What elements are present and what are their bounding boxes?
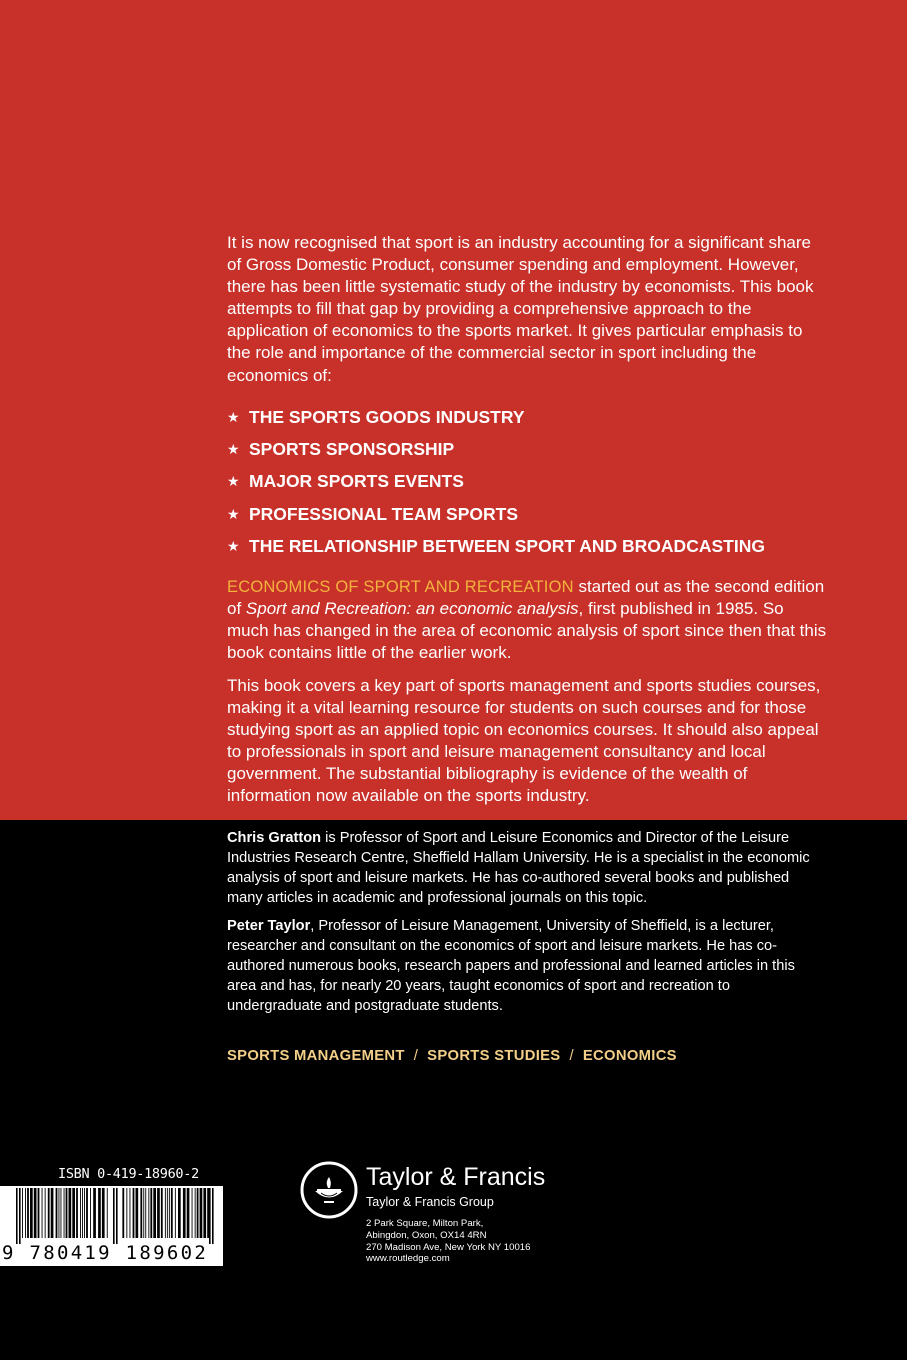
barcode-guard-bar: [209, 1188, 211, 1244]
barcode-number: 9 780419 189602: [2, 1242, 209, 1264]
subject-label: SPORTS MANAGEMENT: [227, 1048, 405, 1064]
barcode-bar: [145, 1188, 146, 1238]
barcode-bar: [150, 1188, 152, 1238]
barcode-bar: [42, 1188, 43, 1238]
barcode-bar: [102, 1188, 105, 1238]
address-line: Abingdon, Oxon, OX14 4RN: [366, 1229, 487, 1241]
address-line: www.routledge.com: [366, 1253, 450, 1265]
barcode-bar: [107, 1188, 108, 1238]
topic-list-item: [227, 437, 847, 469]
history-paragraph: [227, 576, 827, 664]
barcode-bar: [34, 1188, 37, 1238]
barcode-guard-bar: [16, 1188, 18, 1244]
barcode-bar: [197, 1188, 199, 1238]
barcode-bar: [69, 1188, 72, 1238]
barcode-bar: [82, 1188, 83, 1238]
subject-separator: /: [413, 1048, 419, 1064]
barcode-bar: [45, 1188, 46, 1238]
history-text-1: started out as the second edition of: [227, 577, 825, 619]
author-name: Chris Gratton: [227, 830, 322, 846]
barcode-bar: [207, 1188, 209, 1238]
barcode-bar: [200, 1188, 203, 1238]
author-bio-text: , Professor of Leisure Management, University of Sheffield, is a lecturer, researcher and consultant on the economics of sport and leisure markets. He has co-authored numerous books, research papers and professional and learned articles in this area and has, for nearly 20 years, taught economics of sport and recreation to undergraduate and postgraduate students.: [227, 918, 795, 1014]
barcode-bar: [30, 1188, 33, 1238]
topic-label: THE RELATIONSHIP BETWEEN SPORT AND BROADCASTING: [249, 535, 765, 556]
barcode-bar: [140, 1188, 142, 1238]
barcode-guard-bar: [212, 1188, 214, 1244]
barcode-bar: [161, 1188, 163, 1238]
barcode-bar: [80, 1188, 81, 1238]
subject-label: SPORTS STUDIES: [427, 1048, 561, 1064]
barcode-bar: [143, 1188, 144, 1238]
topic-label: MAJOR SPORTS EVENTS: [249, 471, 464, 492]
barcode-bar: [25, 1188, 26, 1238]
topic-list-item: [227, 502, 847, 534]
star-icon: ★: [227, 441, 240, 458]
topic-list-item: [227, 469, 847, 501]
barcode-bar: [126, 1188, 127, 1238]
star-icon: ★: [227, 473, 240, 490]
barcode-bar: [148, 1188, 149, 1238]
book-title: ECONOMICS OF SPORT AND RECREATION: [227, 578, 574, 596]
author-bio-text: is Professor of Sport and Leisure Economics and Director of the Leisure Industries Research Centre, Sheffield Hallam University. He is a specialist in the economic analysis of sport and leisure markets. He has co-authored several books and published many articles in academic and professional journals on this topic.: [227, 830, 810, 906]
history-text-2: , first published in 1985. So much has changed in the area of economic analysis of sport since then that this book contains little of the earlier work.: [227, 599, 827, 663]
topic-list-item: [227, 405, 847, 437]
barcode-bar: [169, 1188, 170, 1238]
subject-categories: [227, 1048, 677, 1064]
barcode-bar: [84, 1188, 85, 1238]
subject-separator: /: [569, 1048, 574, 1064]
barcode-bar: [203, 1188, 206, 1238]
barcode-bar: [51, 1188, 54, 1238]
barcode-bar: [86, 1188, 88, 1238]
barcode-bar: [90, 1188, 91, 1238]
barcode-bar: [157, 1188, 160, 1238]
intro-paragraph: It is now recognised that sport is an industry accounting for a significant share of Gross Domestic Product, consumer spending and employment. However, there has been little systematic study of the industry by economists. This book attempts to fill that gap by providing a comprehensive approach to the application of economics to the sports market. It gives particular emphasis to the role and importance of the commercial sector in sport including the economics of:: [227, 233, 814, 385]
star-icon: ★: [227, 409, 240, 425]
address-line: 2 Park Square, Milton Park,: [366, 1218, 484, 1229]
topic-label: THE SPORTS GOODS INDUSTRY: [249, 407, 525, 427]
barcode-bar: [38, 1188, 40, 1238]
barcode-bar: [187, 1188, 190, 1238]
barcode-bar: [136, 1188, 139, 1238]
barcode-bar: [183, 1188, 186, 1238]
barcode-bar: [64, 1188, 65, 1238]
author-bio: [227, 917, 827, 1017]
barcode-bar: [178, 1188, 181, 1238]
barcode-guard-bar: [116, 1188, 118, 1244]
barcode-bar: [22, 1188, 23, 1238]
star-icon: ★: [227, 537, 240, 554]
author-name: Peter Taylor: [227, 918, 311, 934]
publisher-name: Taylor & Francis: [366, 1163, 546, 1191]
topic-list: [227, 405, 847, 566]
topic-label: PROFESSIONAL TEAM SPORTS: [249, 503, 519, 524]
barcode-bar: [167, 1188, 168, 1238]
barcode-bar: [192, 1188, 193, 1238]
previous-edition-title: Sport and Recreation: an economic analysis: [245, 599, 579, 619]
isbn-label: ISBN 0-419-18960-2: [58, 1166, 199, 1182]
barcode-bar: [195, 1188, 196, 1238]
barcode-bar: [98, 1188, 101, 1238]
barcode: [0, 1186, 223, 1266]
address-line: 270 Madison Ave, New York NY 10016: [366, 1241, 531, 1253]
topic-list-item: [227, 534, 847, 566]
barcode-bar: [93, 1188, 96, 1238]
barcode-guard-bar: [113, 1188, 115, 1244]
barcode-bar: [122, 1188, 124, 1238]
barcode-bar: [171, 1188, 173, 1238]
barcode-guard-bar: [19, 1188, 21, 1244]
publisher-group: Taylor & Francis Group: [366, 1195, 494, 1209]
barcode-bar: [72, 1188, 75, 1238]
barcode-bar: [66, 1188, 68, 1238]
star-icon: ★: [227, 505, 240, 522]
author-bio: [227, 829, 827, 909]
audience-paragraph: This book covers a key part of sports management and sports studies courses, making it a vital learning resource for students on such courses and for those studying sport as an applied topic on economics courses. It should also appeal to professionals in sport and leisure management consultancy and local government. The substantial bibliography is evidence of the wealth of information now available on the sports industry.: [227, 676, 821, 805]
subject-label: ECONOMICS: [582, 1048, 677, 1064]
publisher-logo-icon: [299, 1160, 359, 1220]
barcode-bar: [56, 1188, 58, 1238]
barcode-bar: [153, 1188, 156, 1238]
topic-label: SPORTS SPONSORSHIP: [249, 439, 455, 460]
barcode-bar: [130, 1188, 131, 1238]
barcode-bar: [133, 1188, 135, 1238]
barcode-bar: [61, 1188, 62, 1238]
barcode-bar: [59, 1188, 60, 1238]
barcode-bar: [165, 1188, 166, 1238]
barcode-bar: [48, 1188, 50, 1238]
barcode-bar: [175, 1188, 176, 1238]
barcode-bar: [76, 1188, 78, 1238]
barcode-bar: [27, 1188, 29, 1238]
publisher-address: [366, 1218, 530, 1265]
